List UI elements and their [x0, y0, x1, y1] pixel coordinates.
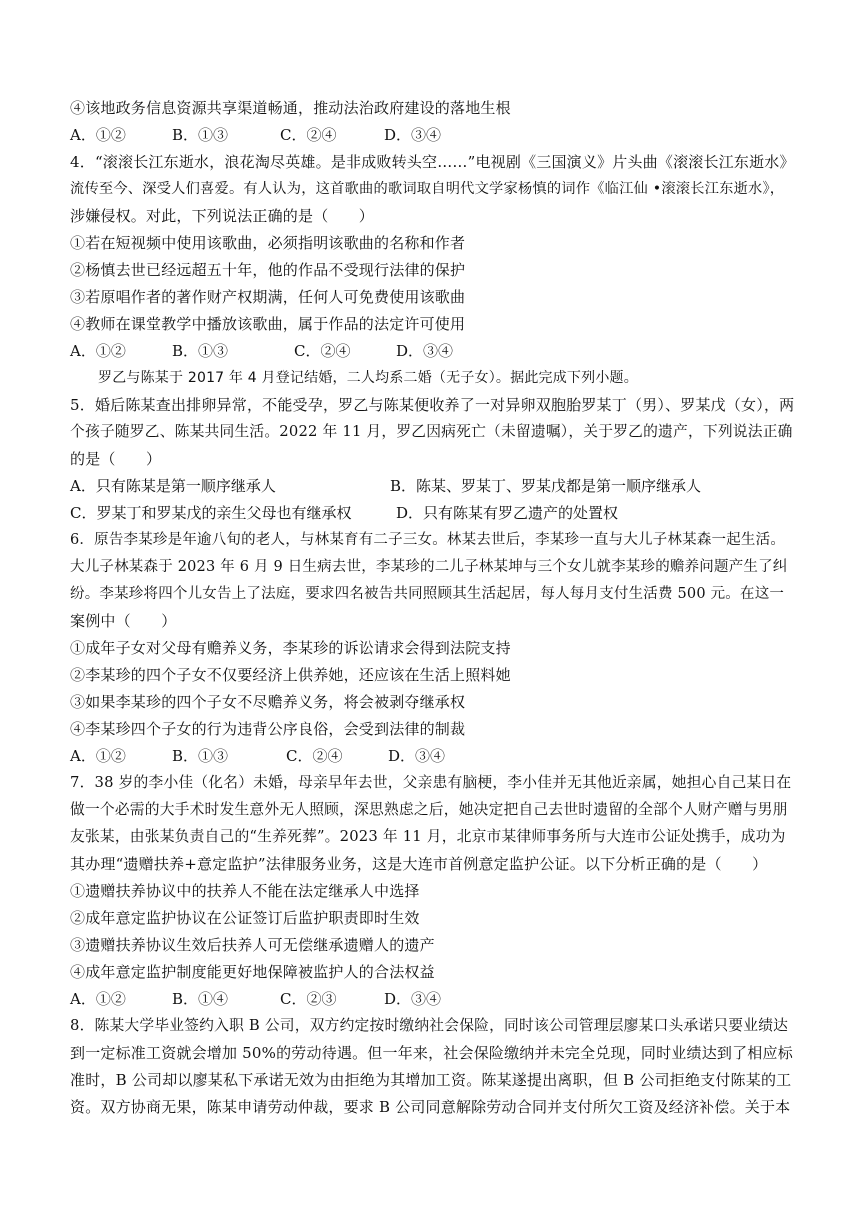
q3-options	[70, 125, 795, 145]
q3-option-c: C．②④	[280, 126, 337, 144]
q6-item-3: ③如果李某珍的四个子女不尽赡养义务，将会被剥夺继承权	[70, 693, 466, 711]
q8-stem-line: 到一定标准工资就会增加 50%的劳动待遇。但一年来，社会保险缴纳并未完全兑现，同时业绩达到了相应标	[70, 1044, 793, 1062]
q6-option-c: C．②④	[286, 747, 343, 765]
q7-item-2: ②成年意定监护协议在公证签订后监护职责即时生效	[70, 909, 420, 927]
q4-option-a: A．①②	[70, 342, 126, 360]
q4-options	[70, 341, 795, 361]
q7-option-a: A．①②	[70, 990, 126, 1008]
q7-option-d: D．③④	[384, 990, 442, 1008]
q6-item-2: ②李某珍的四个子女不仅要经济上供养她，还应该在生活上照料她	[70, 666, 511, 684]
q6-stem-line: 案例中（ ）	[70, 612, 177, 630]
q5-option-a: A．只有陈某是第一顺序继承人	[70, 477, 276, 495]
q5-option-b: B．陈某、罗某丁、罗某戊都是第一顺序继承人	[390, 477, 702, 495]
q4-stem-line: 4．“滚滚长江东逝水，浪花淘尽英雄。是非成败转头空……”电视剧《三国演义》片头曲《滚滚长江东逝水》	[70, 153, 795, 171]
q3-item-4: ④该地政务信息资源共享渠道畅通，推动法治政府建设的落地生根	[70, 99, 511, 117]
q6-item-1: ①成年子女对父母有赡养义务，李某珍的诉讼请求会得到法院支持	[70, 639, 511, 657]
q7-item-4: ④成年意定监护制度能更好地保障被监护人的合法权益	[70, 963, 435, 981]
q6-item-4: ④李某珍四个子女的行为违背公序良俗，会受到法律的制裁	[70, 720, 466, 738]
q7-item-3: ③遗赠扶养协议生效后扶养人可无偿继承遗赠人的遗产	[70, 936, 435, 954]
q4-stem-line: 涉嫌侵权。对此，下列说法正确的是（ ）	[70, 207, 375, 225]
q7-stem-line: 做一个必需的大手术时发生意外无人照顾，深思熟虑之后，她决定把自己去世时遗留的全部个人财产赠与男朋	[70, 801, 788, 818]
q6-options	[70, 746, 795, 766]
q4-stem-line: 流传至今、深受人们喜爱。有人认为，这首歌曲的歌词取自明代文学家杨慎的词作《临江仙 •滚滚长江东逝水》，	[70, 181, 785, 197]
q4-item-4: ④教师在课堂教学中播放该歌曲，属于作品的法定许可使用	[70, 315, 466, 333]
q5-stem-line: 的是（ ）	[70, 450, 162, 468]
material-intro: 罗乙与陈某于 2017 年 4 月登记结婚，二人均系二婚（无子女）。据此完成下列小题。	[98, 370, 638, 386]
q6-option-b: B．①③	[172, 747, 229, 765]
q5-options-row2	[70, 503, 795, 523]
q3-option-b: B．①③	[172, 126, 229, 144]
q4-item-1: ①若在短视频中使用该歌曲，必须指明该歌曲的名称和作者	[70, 234, 466, 252]
q4-item-3: ③若原唱作者的著作财产权期满，任何人可免费使用该歌曲	[70, 288, 466, 306]
q5-option-d: D．只有陈某有罗乙遗产的处置权	[396, 504, 619, 522]
q8-stem-line: 资。双方协商无果，陈某申请劳动仲裁，要求 B 公司同意解除劳动合同并支付所欠工资及经济补偿。关于本	[70, 1098, 791, 1116]
q4-item-2: ②杨慎去世已经远超五十年，他的作品不受现行法律的保护	[70, 261, 466, 279]
q4-option-d: D．③④	[396, 342, 454, 360]
q7-stem-line: 友张某，由张某负责自己的“生养死葬”。2023 年 11 月，北京市某律师事务所与大连市公证处携手，成功为	[70, 828, 786, 845]
q7-option-c: C．②③	[280, 990, 337, 1008]
q7-stem-line: 7．38 岁的李小佳（化名）未婚，母亲早年去世，父亲患有脑梗，李小佳并无其他近亲属，她担心自己某日在	[70, 774, 792, 791]
q6-stem-line: 大儿子林某森于 2023 年 6 月 9 日生病去世，李某珍的二儿子林某坤与三个女儿就李某珍的赡养问题产生了纠	[70, 559, 788, 575]
q5-option-c: C．罗某丁和罗某戊的亲生父母也有继承权	[70, 504, 352, 522]
q5-stem-line: 5．婚后陈某查出排卵异常，不能受孕，罗乙与陈某便收养了一对异卵双胞胎罗某丁（男）、罗某戊（女），两	[70, 396, 795, 414]
q5-options-row1	[70, 476, 795, 496]
q6-option-d: D．③④	[388, 747, 446, 765]
q4-option-b: B．①③	[172, 342, 229, 360]
q6-option-a: A．①②	[70, 747, 126, 765]
q8-stem-line: 8．陈某大学毕业签约入职 B 公司，双方约定按时缴纳社会保险，同时该公司管理层廖某口头承诺只要业绩达	[70, 1017, 789, 1034]
q7-options	[70, 989, 795, 1009]
q7-item-1: ①遗赠扶养协议中的扶养人不能在法定继承人中选择	[70, 882, 420, 900]
q3-option-d: D．③④	[384, 126, 442, 144]
q6-stem-line: 纷。李某珍将四个儿女告上了法庭，要求四名被告共同照顾其生活起居，每人每月支付生活费 500 元。在这一	[70, 586, 785, 602]
q7-option-b: B．①④	[172, 990, 229, 1008]
q7-stem-line: 其办理“遗赠扶养+意定监护”法律服务业务，这是大连市首例意定监护公证。以下分析正确的是（ ）	[70, 855, 768, 873]
q4-option-c: C．②④	[294, 342, 351, 360]
q3-option-a: A．①②	[70, 126, 126, 144]
q5-stem-line: 个孩子随罗乙、陈某共同生活。2022 年 11 月，罗乙因病死亡（未留遗嘱），关于罗乙的遗产，下列说法正确	[70, 423, 793, 440]
q8-stem-line: 准时，B 公司却以廖某私下承诺无效为由拒绝为其增加工资。陈某遂提出离职，但 B 公司拒绝支付陈某的工	[70, 1071, 792, 1089]
q6-stem-line: 6．原告李某珍是年逾八旬的老人，与林某育有二子三女。林某去世后，李某珍一直与大儿子林某森一起生活。	[70, 532, 786, 548]
